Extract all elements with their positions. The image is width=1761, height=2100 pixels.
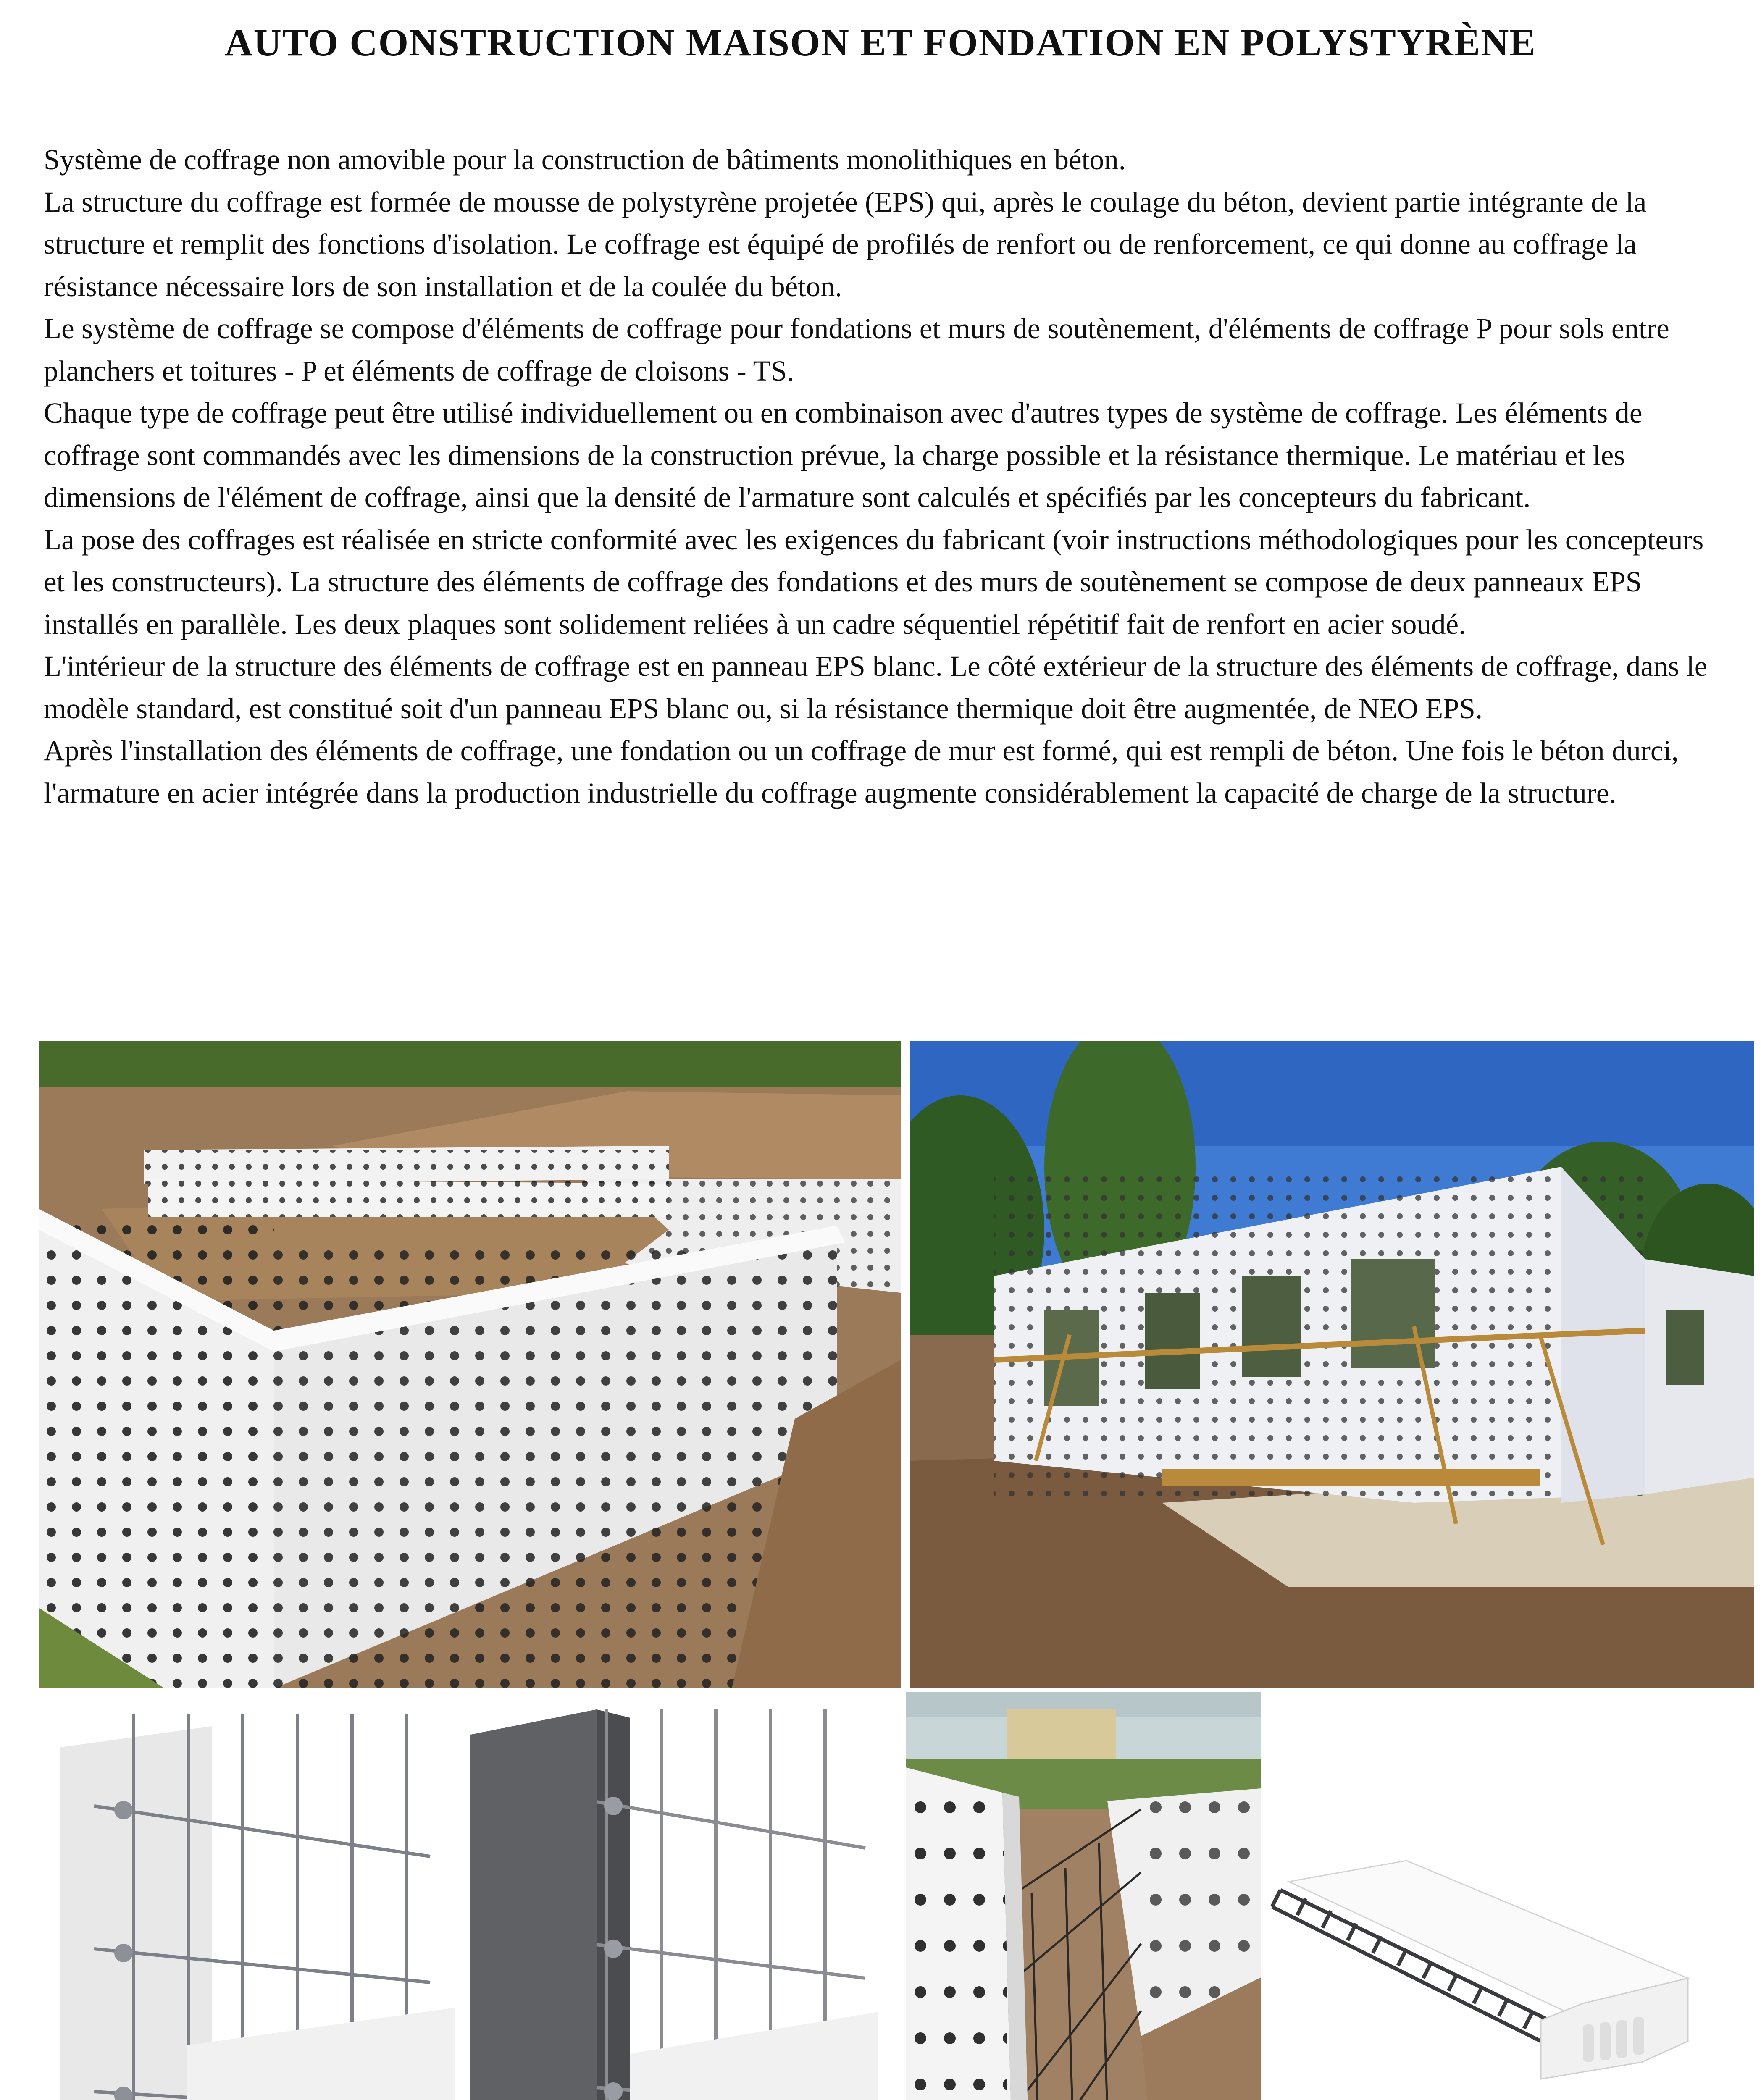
paragraph: La pose des coffrages est réalisée en stricte conformité avec les exigences du fabricant (voir instructions méthodologiques pour les concepteurs et les constructeurs). La structure des éléments de coffrage des fondations et des murs de soutènement se compose de deux panneaux EPS installés en parallèle. Les deux plaques sont solidement reliées à un cadre séquentiel répétitif fait de renfort en acier soudé. (44, 523, 1704, 640)
house-construction-photo (910, 1041, 1754, 1688)
neo-eps-panel-image (470, 1709, 878, 2100)
body-text (44, 139, 1720, 814)
paragraph: Chaque type de coffrage peut être utilisé individuellement ou en combinaison avec d'autres types de système de coffrage. Les éléments de coffrage sont commandés avec les dimensions de la construction prévue, la charge possible et la résistance thermique. Le matériau et les dimensions de l'élément de coffrage, ainsi que la densité de l'armature sont calculés et spécifiés par les concepteurs du fabricant. (44, 397, 1643, 513)
paragraph: La structure du coffrage est formée de mousse de polystyrène projetée (EPS) qui, après le coulage du béton, devient partie intégrante de la structure et remplit des fonctions d'isolation. Le coffrage est équipé de profilés de renfort ou de renforcement, ce qui donne au coffrage la résistance nécessaire lors de son installation et de la coulée du béton. (44, 186, 1647, 302)
formwork-trench-photo (906, 1692, 1261, 2100)
eps-panel-reinforcement-image (52, 1714, 455, 2100)
floor-formwork-element-image (1264, 1844, 1701, 2087)
paragraph: Système de coffrage non amovible pour la construction de bâtiments monolithiques en béton. (44, 144, 1126, 176)
paragraph: Après l'installation des éléments de coffrage, une fondation ou un coffrage de mur est formé, qui est rempli de béton. Une fois le béton durci, l'armature en acier intégrée dans la production industrielle du coffrage augmente considérablement la capacité de charge de la structure. (44, 735, 1679, 809)
page-title: AUTO CONSTRUCTION MAISON ET FONDATION EN POLYSTYRÈNE (225, 21, 1536, 64)
paragraph: L'intérieur de la structure des éléments de coffrage est en panneau EPS blanc. Le côté extérieur de la structure des éléments de coffrage, dans le modèle standard, est constitué soit d'un panneau EPS blanc ou, si la résistance thermique doit être augmentée, de NEO EPS. (44, 650, 1708, 724)
paragraph: Le système de coffrage se compose d'éléments de coffrage pour fondations et murs de soutènement, d'éléments de coffrage P pour sols entre planchers et toitures - P et éléments de coffrage de cloisons - TS. (44, 312, 1669, 387)
foundation-formwork-photo (39, 1041, 901, 1688)
